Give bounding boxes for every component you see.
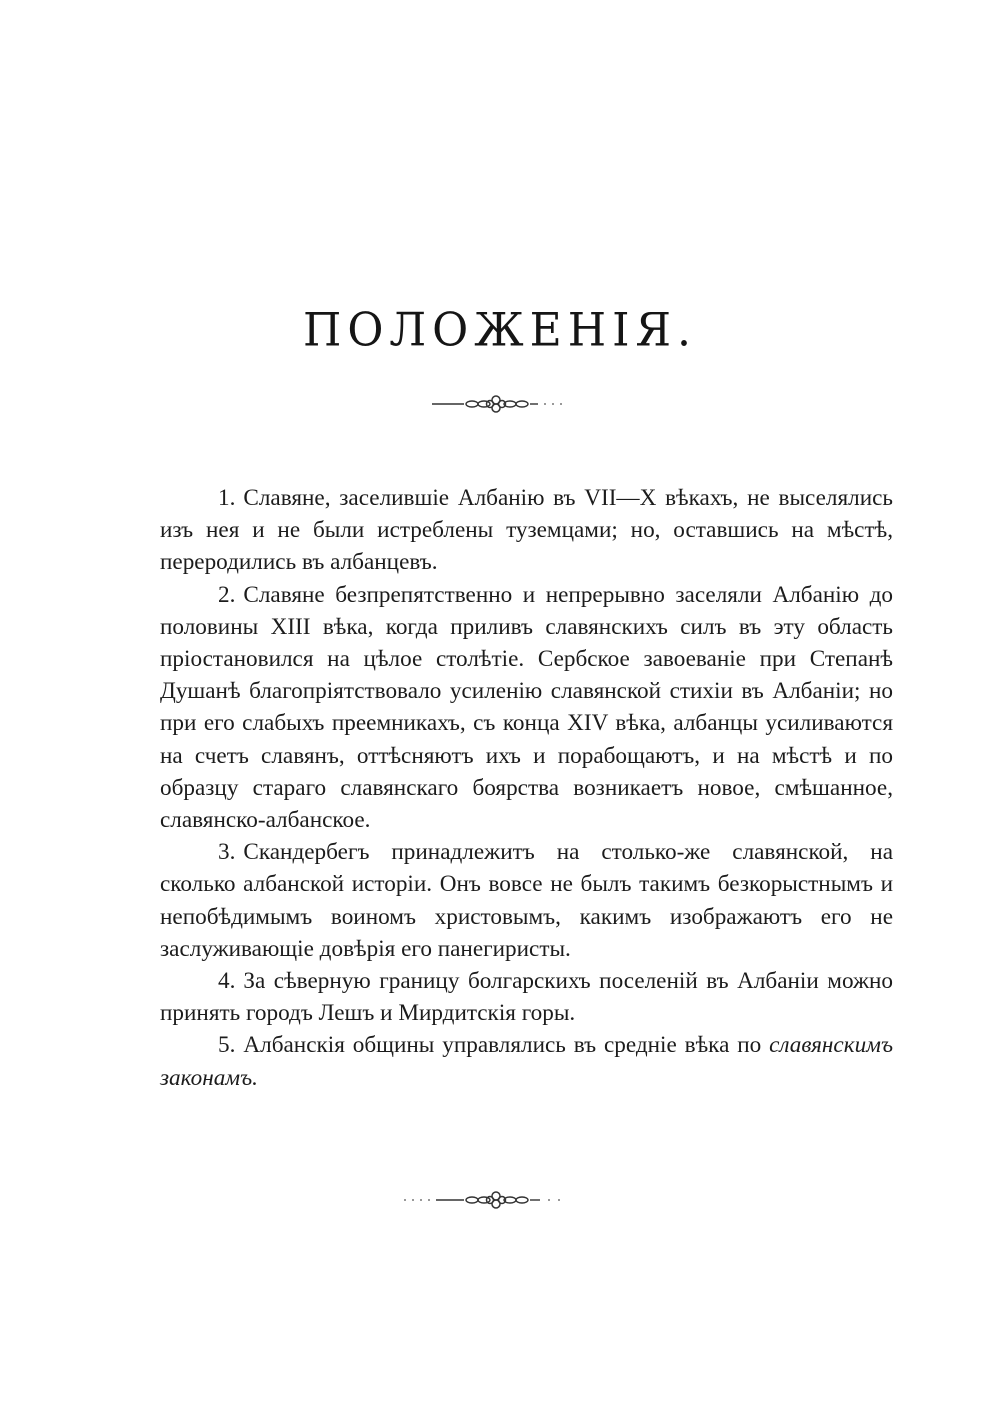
thesis-item-2 <box>160 579 893 837</box>
thesis-item-5 <box>160 1029 893 1093</box>
thesis-text-italic: славянскимъ законамъ. <box>160 1032 893 1091</box>
thesis-text: Славяне безпрепятственно и непрерывно заселяли Албанію до половины XIII вѣка, когда приливъ славянскихъ силъ въ эту область пріостановился на цѣлое столѣтіе. Сербское завоеваніе при Степанѣ Душанѣ благопріятствовало усиленію славянской стихіи въ Албаніи; но при его слабыхъ преемникахъ, съ конца XIV вѣка, албанцы усиливаются на счетъ славянъ, оттѣсняютъ ихъ и порабощаютъ, и на мѣстѣ и по образцу стараго славянскаго боярства возникаетъ новое, смѣшанное, славянско-албанское. <box>160 581 893 834</box>
bottom-ornament <box>0 1188 1000 1216</box>
thesis-number: 4. <box>218 968 236 995</box>
thesis-text: Албанскія общины управлялись въ средніе вѣка по <box>243 1032 770 1059</box>
thesis-number: 2. <box>218 581 236 608</box>
thesis-text: За сѣверную границу болгарскихъ поселеній въ Албаніи можно принять городъ Лешъ и Мирдитскія горы. <box>160 968 893 1027</box>
thesis-item-4 <box>160 965 893 1029</box>
thesis-text: Славяне, заселившіе Албанію въ VII—X вѣкахъ, не выселялись изъ нея и не были истреблены туземцами; но, оставшись на мѣстѣ, переродились въ албанцевъ. <box>160 485 893 576</box>
top-ornament <box>0 392 1000 420</box>
flourish-icon <box>400 1188 600 1212</box>
thesis-item-1 <box>160 482 893 579</box>
thesis-number: 1. <box>218 485 236 511</box>
thesis-item-3 <box>160 836 893 965</box>
page-title: ПОЛОЖЕНІЯ. <box>302 303 698 358</box>
thesis-number: 3. <box>218 839 236 866</box>
theses-list <box>160 482 893 1094</box>
thesis-number: 5. <box>218 1032 236 1059</box>
flourish-icon <box>430 392 570 416</box>
thesis-text: Скандербегъ принадлежитъ на столько-же славянской, на сколько албанской исторіи. Онъ вовсе не былъ такимъ безкорыстнымъ и непобѣдимымъ воиномъ христовымъ, какимъ изображаютъ его не заслуживающіе довѣрія его панегиристы. <box>160 839 893 962</box>
